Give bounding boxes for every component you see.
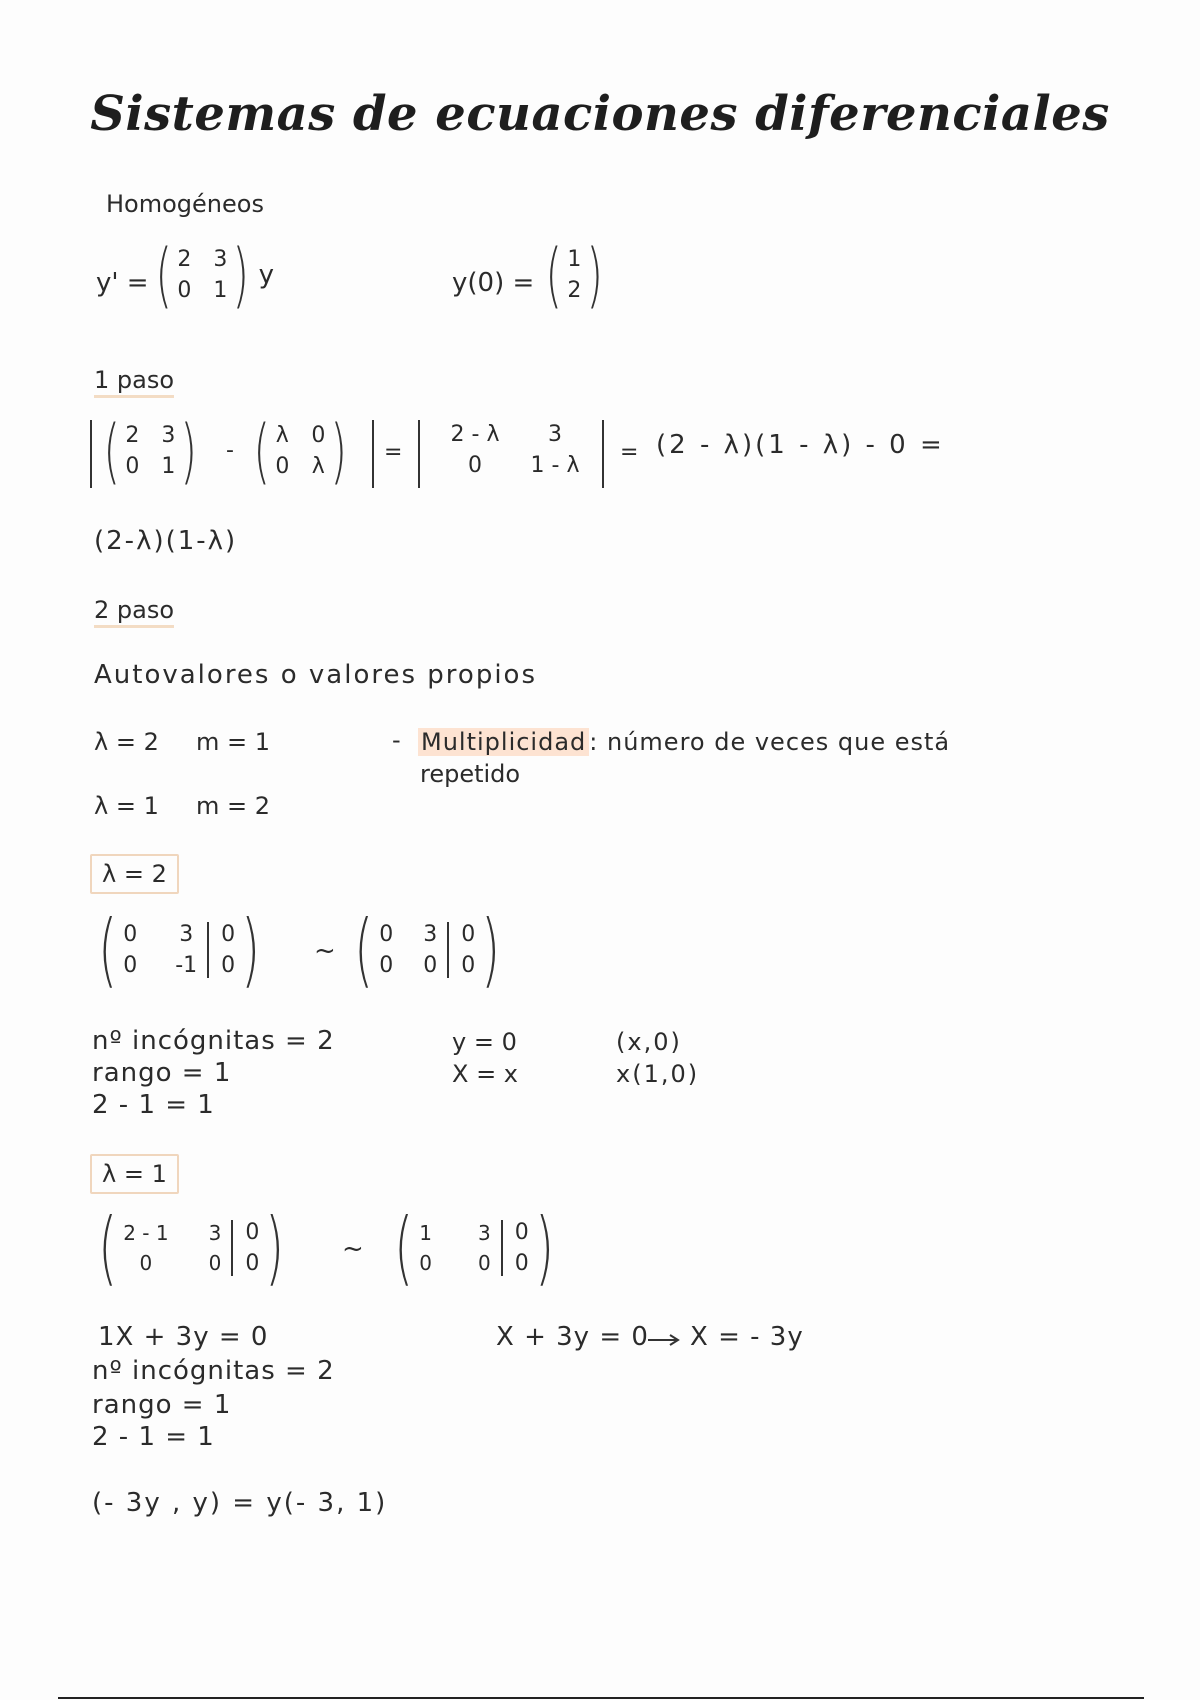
- solved-x: X = - 3y: [690, 1322, 804, 1352]
- system-lhs: y' =: [96, 268, 149, 298]
- equation-x: X = x: [452, 1060, 519, 1088]
- matrix-cell: -1: [175, 953, 198, 978]
- degrees-of-freedom: 2 - 1 = 1: [92, 1090, 215, 1120]
- matrix-cell: 0: [125, 454, 140, 479]
- matrix-cell: 0: [461, 922, 476, 947]
- page-title: Sistemas de ecuaciones diferenciales: [90, 86, 1110, 142]
- multiplicity-definition-cont: repetido: [420, 760, 521, 788]
- multiplicity-definition: : número de veces que está: [589, 728, 951, 756]
- unknowns-count: nº incógnitas = 2: [92, 1026, 335, 1056]
- eigenvector-general: (x,0): [616, 1028, 682, 1056]
- matrix-cell: 1 - λ: [530, 453, 580, 478]
- matrix-cell: 0: [221, 953, 236, 978]
- rank: rango = 1: [92, 1058, 232, 1088]
- matrix-cell: 0: [468, 453, 482, 478]
- vector-cell: 1: [567, 247, 582, 272]
- lambda1-reduced-matrix: ( 1 3 0 0 0 0 ): [394, 1201, 554, 1294]
- matrix-cell: 3: [208, 1221, 222, 1245]
- system-rhs: y: [258, 260, 275, 290]
- matrix-cell: 0: [123, 953, 138, 978]
- determinant-bar-left: [418, 420, 420, 488]
- determinant-bar-right: [602, 420, 604, 488]
- matrix-cell: 3: [179, 922, 194, 947]
- matrix-cell: λ: [311, 454, 325, 479]
- rank: rango = 1: [92, 1390, 232, 1420]
- note-dash: -: [392, 726, 401, 754]
- step-2-heading: 2 paso: [94, 596, 174, 628]
- matrix-cell: 0: [419, 1251, 432, 1275]
- equivalence-tilde: ~: [314, 936, 336, 966]
- equals-sign: =: [384, 440, 403, 465]
- equation-y: y = 0: [452, 1028, 517, 1056]
- matrix-cell: 0: [221, 922, 236, 947]
- initial-condition-vector: ( 1 2 ): [545, 234, 604, 316]
- multiplicity-note: [418, 728, 950, 756]
- matrix-cell: 0: [379, 953, 394, 978]
- matrix-cell: 0: [123, 922, 138, 947]
- arrow-right-icon: [646, 1333, 682, 1347]
- matrix-cell: 0: [477, 1251, 491, 1275]
- eigenvector: (- 3y , y) = y(- 3, 1): [92, 1488, 388, 1518]
- eigenvector: x(1,0): [616, 1060, 700, 1088]
- eigenvalue-2: λ = 1: [94, 792, 159, 820]
- initial-condition-label: y(0) =: [452, 268, 535, 298]
- matrix-cell: 1: [161, 454, 176, 479]
- multiplicity-term: Multiplicidad: [418, 728, 589, 756]
- matrix-cell: 1: [419, 1221, 432, 1245]
- step-1-heading: 1 paso: [94, 366, 174, 398]
- step1-matrix-lambda: ( λ 0 0 λ ): [253, 410, 348, 492]
- matrix-cell: 1: [213, 278, 228, 303]
- equivalence-tilde: ~: [342, 1234, 364, 1264]
- matrix-cell: 0: [245, 1251, 260, 1276]
- bottom-rule: [58, 1697, 1144, 1699]
- step1-matrix-a: ( 2 3 0 1 ): [103, 410, 198, 492]
- lambda1-augmented-matrix: ( 2 - 1 3 0 0 0 0 ): [98, 1201, 285, 1294]
- minus-sign: -: [226, 438, 234, 463]
- characteristic-expression: (2 - λ)(1 - λ) - 0 =: [656, 430, 945, 460]
- solve-equation: X + 3y = 0: [496, 1322, 649, 1352]
- eigenvalues-heading: Autovalores o valores propios: [94, 660, 537, 690]
- matrix-cell: λ: [275, 423, 289, 448]
- matrix-cell: 3: [213, 247, 228, 272]
- matrix-cell: 0: [311, 423, 326, 448]
- matrix-cell: 2 - λ: [450, 422, 500, 447]
- determinant-bar-left: [90, 420, 92, 488]
- degrees-of-freedom: 2 - 1 = 1: [92, 1422, 215, 1452]
- matrix-cell: 0: [208, 1251, 222, 1275]
- unknowns-count: nº incógnitas = 2: [92, 1356, 335, 1386]
- matrix-cell: 3: [477, 1221, 491, 1245]
- matrix-cell: 0: [245, 1220, 260, 1245]
- eigenvalue-2-box: λ = 2: [90, 854, 179, 894]
- section-subtitle: Homogéneos: [106, 190, 264, 218]
- matrix-cell: 2 - 1: [123, 1221, 169, 1245]
- matrix-cell: 0: [423, 953, 438, 978]
- vector-cell: 2: [567, 278, 582, 303]
- system-matrix: ( 2 3 0 1 ) y: [155, 234, 275, 316]
- characteristic-polynomial: (2-λ)(1-λ): [94, 526, 238, 556]
- lambda2-reduced-matrix: ( 0 3 0 0 0 0 ): [354, 903, 501, 996]
- matrix-cell: 2: [177, 247, 192, 272]
- equals-sign: =: [620, 440, 639, 465]
- linear-equation: 1X + 3y = 0: [98, 1322, 269, 1352]
- matrix-cell: 3: [548, 422, 562, 447]
- matrix-cell: 0: [379, 922, 394, 947]
- matrix-cell: 0: [139, 1251, 153, 1275]
- determinant-bar-right: [372, 420, 374, 488]
- matrix-cell: 0: [461, 953, 476, 978]
- multiplicity-2: m = 2: [196, 792, 271, 820]
- lambda2-augmented-matrix: ( 0 3 0 -1 0 0 ): [98, 903, 261, 996]
- eigenvalue-1: λ = 2: [94, 728, 159, 756]
- matrix-cell: 0: [275, 454, 290, 479]
- determinant-grid: [430, 422, 590, 478]
- eigenvalue-1-box: λ = 1: [90, 1154, 179, 1194]
- matrix-cell: 2: [125, 423, 140, 448]
- matrix-cell: 0: [514, 1251, 529, 1276]
- matrix-cell: 0: [514, 1220, 529, 1245]
- matrix-cell: 0: [177, 278, 192, 303]
- multiplicity-1: m = 1: [196, 728, 271, 756]
- matrix-cell: 3: [161, 423, 176, 448]
- matrix-cell: 3: [423, 922, 438, 947]
